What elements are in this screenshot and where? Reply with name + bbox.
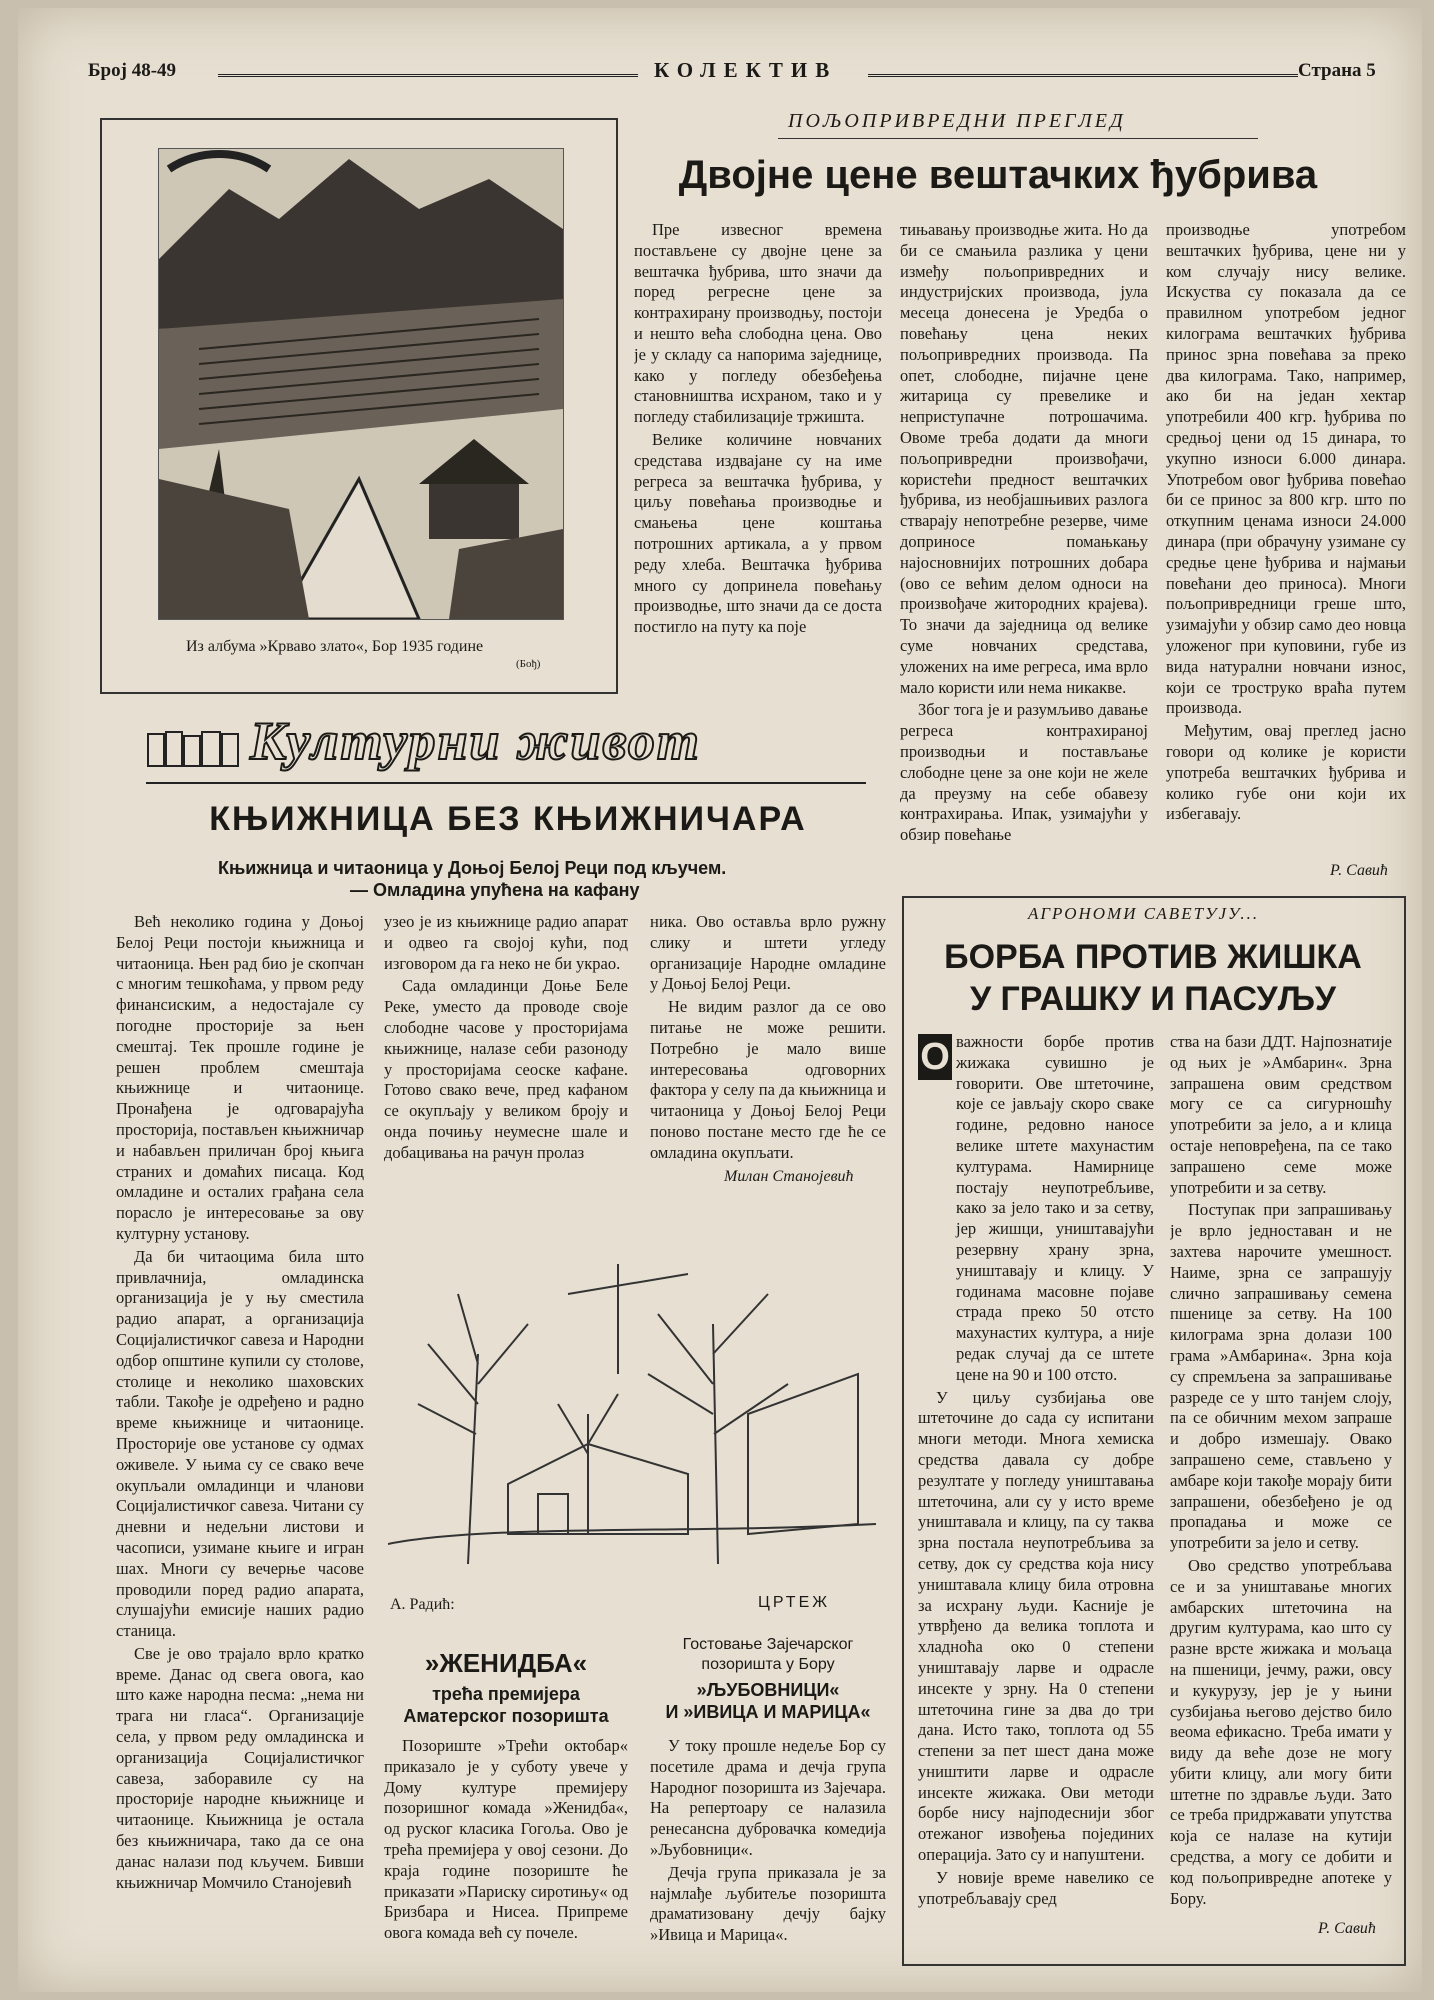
culture-subtitle-1: Књижница и читаоница у Доњој Белој Реци под кључем. <box>218 858 727 878</box>
pests-col1-p1: важности борбе против жижака сувишно је говорити. Ове штеточине, које се јављају скоро сваке године, редовно наносе велике штете махунастим културама. Намирнице постају неупотребљиве, како за јело тако и за сетву, јер жишци, уништавајући резервну храну зрна, уништавају и клицу. У годинама масовне појаве страда преко 50 отсто махунастих култура, а није редак случај да се штете цене на 90 и 100 отсто. <box>956 1032 1154 1384</box>
culture-col1-p3: Све је ово трајало врло кратко време. Данас од свега овога, као што каже народна песма: „нема ни трага ни гласа“. Организације села, у првом реду омладинска и организација Социјалистичког савеза, заборавиле су на просторије народне књижнице и читаонице. Књижница је остала без књижничара, тако да се она данас налази под кључем. Бивши књижничар Момчило Станојевић <box>116 1643 364 1892</box>
culture-column-1 <box>116 912 364 1952</box>
issue-number: Број 48-49 <box>88 60 177 81</box>
woodcut-initials: (Бођ) <box>516 658 541 670</box>
agri-column-3 <box>1166 220 1406 860</box>
culture-col2-p1: узео је из књижнице радио апарат и одвео га својој кући, под изговором да га неко не би украо. <box>384 912 628 973</box>
culture-col3-p1: ника. Ово оставља врло ружну слику и штети угледу организације Народне омладине у Доњој Белој Реци. <box>650 912 886 994</box>
culture-title: КЊИЖНИЦА БЕЗ КЊИЖНИЧАРА <box>209 800 807 838</box>
guest-text-p1: У току прошле недеље Бор су посетиле драма и дечја група Народног позоришта из Зајечара. На репертоару се налазила ренесансна дубровачка комедија »Љубовници«. <box>650 1736 886 1859</box>
zenidba-text <box>384 1736 628 1956</box>
culture-signature: Милан Станојевић <box>724 1168 854 1185</box>
woodcut-image <box>158 148 564 620</box>
zenidba-title: »ЖЕНИДБА« <box>424 1648 588 1678</box>
culture-subtitle-2: — Омладина упућена на кафану <box>350 880 640 900</box>
guest-lead-2: позоришта у Бору <box>701 1656 835 1673</box>
agri-column-2 <box>900 220 1148 880</box>
newspaper-page <box>18 8 1422 1992</box>
culture-banner: Културни живот <box>250 711 701 771</box>
pests-signature: Р. Савић <box>1318 1920 1376 1937</box>
agri-kicker: ПОЉОПРИВРЕДНИ ПРЕГЛЕД <box>788 110 1126 132</box>
agri-col3-p1: производње употребом вештачких ђубрива, цене ни у ком случају нису велике. Искуства су показала да се правилном употребом једног килограма вештачких ђубрива принос зрна повећава за преко два килограма. Тако, например, ако би на један хектар употребили 400 кгр. ђубрива по средњој цени од 15 динара, то укупно износи 6.000 динара. Употребом овог ђубрива повећао би се принос за 800 кгр. што по откупним ценама износи 24.000 динара (при обрачуну узимане су средње цене ђубрива и најмањи повећани део приноса). Многи пољопривредници греше што, узимајући у обзир само део новца уложеног при куповини, губе из вида натурални новчани износ, који се троструко враћа путем производа. <box>1166 220 1406 718</box>
culture-col3-p2: Не видим разлог да се ово питање не може решити. Потребно је мало више интересовања одговорних фактора у селу па да књижница и читаоница у Доњој Белој Реци поново постане место где ће се омладина окупљати. <box>650 997 886 1162</box>
agri-kicker-rule <box>778 138 1258 139</box>
pests-title-2: У ГРАШКУ И ПАСУЉУ <box>969 980 1337 1018</box>
pests-col2-p3: Ово средство употребљава се и за уништавање многих амбарских штеточина на другим културама, као што су разне врсте жижака и мољаца на пшеници, јечму, ражи, овсу и кукурузу, јер је у њини сузбијања његово дејство било веома ефикасно. Треба имати у виду да веће дозе не могу убити клицу, али могу бити штетне по здравље људи. Зато се треба придржавати упутства која се налазе на кутији средства, а могу се добити и код пољопривредне апотеке у Бору. <box>1170 1555 1392 1908</box>
drawing-author: А. Радић: <box>390 1596 455 1613</box>
woodcut-landscape-illustration <box>159 149 563 619</box>
zenidba-text-p1: Позориште »Трећи октобар« приказало је у суботу увече у Дому културе премијеру позоришног комада »Женидба«, од руског класика Гогоља. Ово је трећа премијера у овој сезони. До краја године позориште ће приказати »Париску сиротињу« од Бризбара и Нисеа. Припреме овога комада већ су почеле. <box>384 1736 628 1943</box>
agri-col2-p2: Због тога је и разумљиво давање регреса контрахираној производњи и постављање слободне цене за оне који не желе да преузму на себе обавезу контрахирања. Ипак, узимајући у обзир повећање <box>900 700 1148 845</box>
culture-col1-p2: Да би читаоцима била што привлачнија, омладинска организација је у њу сместила радио апарат, а организација Социјалистичког савеза и Народни одбор општине купили су столове, столице и неколико шаховских табли. Такође је одређено и радно време књижнице и читаонице. Просторије ове установе су одмах оживеле. У њима су се свако вече окупљали омладинци и чланови Социјалистичког савеза. Читани су дневни и недељни листови и часописи, узимане књиге и игран шах. Многи су вечерње часове проводили поред радио апарата, слушајући емисије наших радио станица. <box>116 1246 364 1641</box>
pests-title-1: БОРБА ПРОТИВ ЖИШКА <box>944 938 1362 976</box>
agri-col2-p1: тињавању производње жита. Но да би се смањила разлика у цени између пољопривредних и индустријских производа, јула месеца донесена је Уредба о повећању цена неких пољопривредних производа. Па опет, слободне, пијачне цене житарица су превелике и неприступачне потрошачима. Овоме треба додати да многи пољопривредни произвођачи, користећи предност вештачких ђубрива, из необјашњивих разлога стварају непотребне резерве, чиме доприносе помањкању најосновнијих потрошних добара (ово се већим делом односи на произвођаче житородних крајева). То значи да заједница од велике суме новчаних средстава, уложених на име регреса, има врло мало користи или нема никакве. <box>900 220 1148 697</box>
culture-col1-p1: Већ неколико година у Доњој Белој Реци постоји књижница и читаоница. Њен рад био је скопчан с многим тешкоћама, у првом реду финансиским, а недостајале су погодне просторије за њен смештај. Тек прошле године је решен проблем смештаја књижнице и читаонице. Пронађена је одговарајућа просторија, постављен књижничар и набављен приличан број књига страних и домаћих писаца. Код омладине и осталих грађана села порасло је интересовање за ову културну установу. <box>116 912 364 1243</box>
drawing-label: ЦРТЕЖ <box>758 1594 831 1611</box>
pests-column-1 <box>918 1032 1154 1944</box>
village-drawing-illustration <box>388 1234 876 1570</box>
header-rule-left <box>218 74 638 77</box>
pests-col2-p2: Поступак при запрашивању је врло једноставан и не захтева нарочите умешност. Наиме, зрна се запрашују слично запрашивању семена пшенице за сетву. На 100 килограма зрна долази 100 грама »Амбарина«. Зрна која су спремљена за запрашивање разреде се у што танјем слоју, па се обичним мехом запраше и добро измешају. Овако запрашено семе, стављено у амбаре који такође морају бити запрашени, обезбеђено је од пропадања и може се употребити за јело и сетву. <box>1170 1200 1392 1553</box>
zenidba-subtitle-2: Аматерског позоришта <box>403 1706 609 1726</box>
pests-col2-p1: ства на бази ДДТ. Најпознатије од њих је »Амбарин«. Зрна запрашена овим средством могу се са сигурношћу употребити за јело, а и клица остаје неповређена, па се тако запрашено семе може употребити и за сетву. <box>1170 1032 1392 1197</box>
zenidba-subtitle-1: трећа премијера <box>432 1684 580 1704</box>
agri-column-1 <box>634 220 882 670</box>
guest-text-p2: Дечја група приказала је за најмлађе љубитеље позоришта драматизовану дечју бајку »Ивица и Марица«. <box>650 1862 886 1945</box>
agri-col3-p2: Међутим, овај преглед јасно говори од колике је користи употреба вештачких ђубрива и колико губе они који их избегавају. <box>1166 721 1406 824</box>
pests-col1-p3: У новије време навелико се употребљавају сред <box>918 1867 1154 1908</box>
agri-col1-p2: Велике количине новчаних средстава издвајане су на име регреса за вештачка ђубрива, у циљу повећања производње и смањења цене коштања потрошних артикала, а у првом реду хлеба. Вештачка ђубрива много су допринела повећању производње, што значи да се доста постигло на путу ка поје <box>634 429 882 637</box>
page-number: Страна 5 <box>1298 60 1376 81</box>
guest-lead-1: Гостовање Зајечарског <box>682 1636 854 1653</box>
culture-banner-rule <box>146 782 866 784</box>
agri-signature: Р. Савић <box>1330 862 1388 879</box>
woodcut-caption: Из албума »Крваво злато«, Бор 1935 године <box>186 638 484 655</box>
culture-column-2 <box>384 912 628 1232</box>
agri-col1-p1: Пре извесног времена постављене су двојне цене за вештачка ђубрива, што значи да поред регресне цене за контрахирану производњу, постоји и нешто већа слободна цена. Ово је у складу са напорима заједнице, како у погледу обезбеђења становништва исхраном, тако и у погледу стабилизације тржишта. <box>634 220 882 427</box>
header-rule-right <box>868 74 1298 77</box>
guest-title-2: И »ИВИЦА И МАРИЦА« <box>665 1702 871 1722</box>
masthead: КОЛЕКТИВ <box>654 58 838 82</box>
books-icon <box>146 728 242 768</box>
culture-column-3 <box>650 912 886 1162</box>
pests-col1-p2: У циљу сузбијања ове штеточине до сада су испитани многи методи. Многа хемиска средства давала су добре резултате у погледу уништавања штеточина, али су у исто време уништавала и клицу, па су таква зрна постала неупотребљива за сетву, док су средства која нису уништавала клицу била отровна за исхрану људи. Касније је утврђено да велика топлота и хладноћа око 0 степени уништавају ларве и одрасле инсекте у зрну. На 0 степени штеточина гине за два до три дана. Исто тако, топлота од 55 степени за пет шест дана може уништити ларве и одрасле инсекте жижака. Ови методи борбе нису најподеснији због отежаног извођења појединих операција. Зато су и напуштени. <box>918 1387 1154 1865</box>
culture-col2-p2: Сада омладинци Доње Беле Реке, уместо да проводе своје слободне часове у просторијама књижнице, налазе себи разоноду у просторијама сеоске кафане. Готово свако вече, пред кафаном се окупљају у великом броју и онда почињу неумесне шале и добацивања на рачун пролаз <box>384 976 628 1162</box>
pests-kicker: АГРОНОМИ САВЕТУЈУ... <box>1028 904 1260 923</box>
pests-dropcap: О <box>918 1034 952 1080</box>
pests-column-2 <box>1170 1032 1392 1920</box>
pen-drawing <box>388 1234 876 1570</box>
agri-title: Двојне цене вештачких ђубрива <box>678 153 1318 197</box>
guest-title-1: »ЉУБОВНИЦИ« <box>696 1680 840 1700</box>
guest-text <box>650 1736 886 1956</box>
